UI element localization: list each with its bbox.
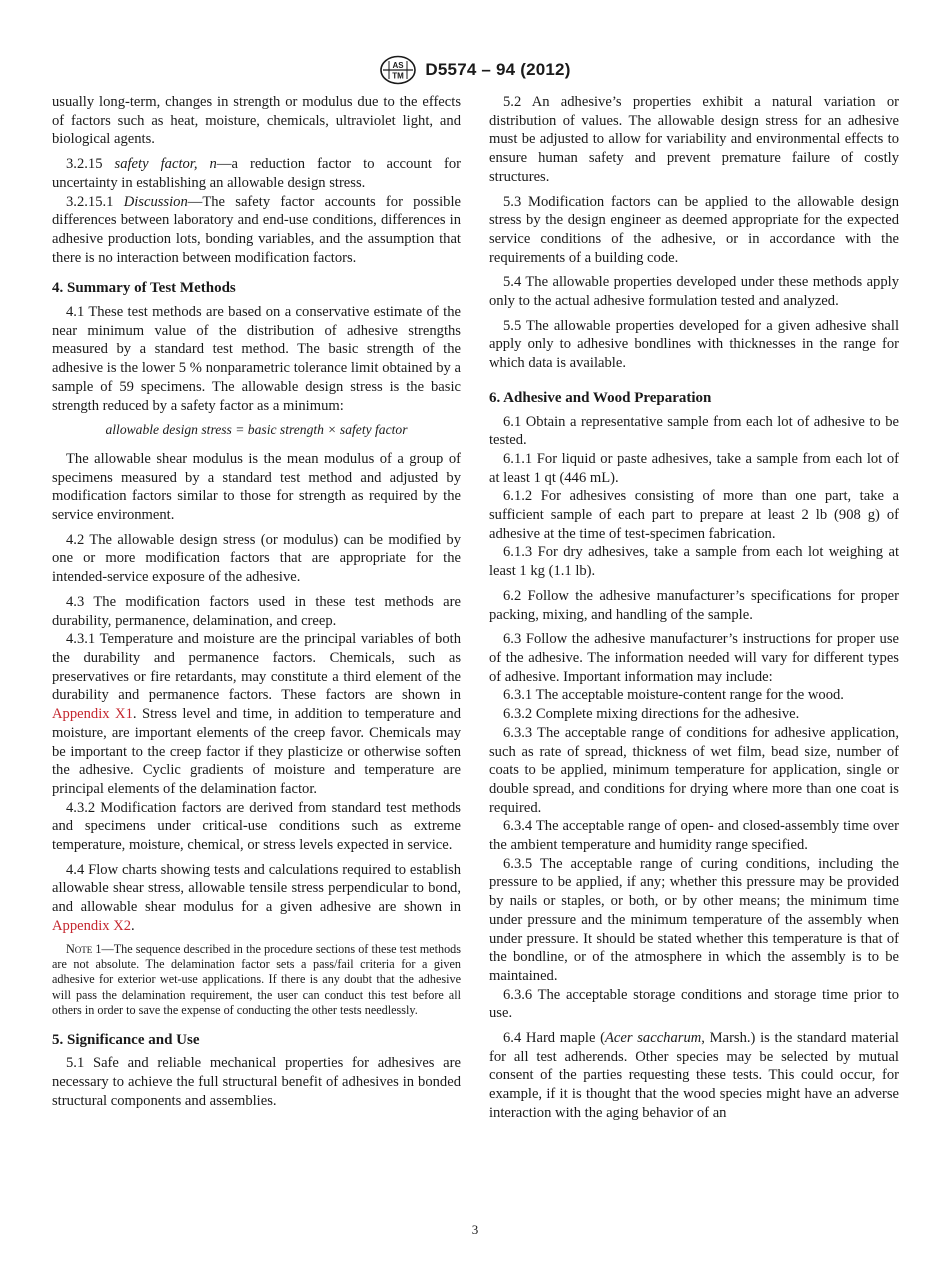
astm-logo-icon [379,55,417,85]
paragraph-text: . [131,917,135,934]
paragraph-3-2-15 [52,155,461,192]
note-text: —The sequence described in the procedure sections of these test methods are not absolute. The delamination factor sets a pass/fail criteria for a given adhesive for exterior wet-use applications. If there is any doubt that the adhesive will pass the delamination requirement, the user can conduct this test before all others in order to save the expense of conducting the other tests needlessly. [52,941,462,1018]
paragraph-6-3: 6.3 Follow the adhesive manufacturer’s instructions for proper use of the adhesive. The information needed will vary for different types of adhesive. Important information may include: [489,631,899,685]
design-stress-equation: allowable design stress = basic strength × safety factor [105,422,408,438]
paragraph-6-1-2: 6.1.2 For adhesives consisting of more than one part, take a sufficient sample of each part to prepare at least 2 lb (908 g) of adhesive at the time of test-specimen fabrication. [489,488,899,542]
paragraph-text: , Marsh.) is the standard material for all test adherends. Other species may be selected by mutual consent of the parties requesting these tests. This could occur, for example, if it is thought that the wood species might have an adverse interaction with the aging behavior of an [489,1030,899,1121]
paragraph-number: 3.2.15 [66,156,103,173]
paragraph-4-3-1 [52,630,461,798]
defined-term: safety factor, n [114,156,217,173]
discussion-label: Discussion [123,193,188,210]
paragraph-4-3-2: 4.3.2 Modification factors are derived from standard test methods and specimens under critical-use conditions such as extreme temperature, moisture, chemical, or stress levels expected in service. [52,799,461,854]
note-1 [52,942,461,1019]
paragraph-6-3-1: 6.3.1 The acceptable moisture-content range for the wood. [503,687,844,704]
appendix-x2-link[interactable]: Appendix X2 [52,917,132,934]
page-header [0,54,950,86]
paragraph-4-3: 4.3 The modification factors used in these test methods are durability, permanence, delamination, and creep. [52,593,461,629]
paragraph-6-1: 6.1 Obtain a representative sample from each lot of adhesive to be tested. [489,413,899,449]
svg-text:AS: AS [392,61,404,70]
left-column [52,93,461,1116]
paragraph-6-3-5: 6.3.5 The acceptable range of curing conditions, including the pressure to be applied, if any; whether this pressure may be provided by nails or staples, or both, or by other means; the minimum time under pressure and the minimum temperature of the assembly when under pressure. It should be stated whether this temperature is that of the bondline, or of the atmosphere in which the assembly is to be maintained. [489,855,899,984]
paragraph-5-1: 5.1 Safe and reliable mechanical properties for adhesives are necessary to achieve the full structural benefit of adhesives in bonded structural components and assemblies. [52,1055,461,1109]
paragraph-3-2-15-1 [52,193,461,268]
discussion-text: —The safety factor accounts for possible differences between laboratory and end-use conditions, differences in adhesive production lots, bonding variables, and the assumption that there is no interaction between modification factors. [52,193,461,266]
paragraph-6-3-4: 6.3.4 The acceptable range of open- and closed-assembly time over the ambient temperature and humidity range specified. [489,818,899,854]
paragraph-text: 6.4 Hard maple ( [503,1030,605,1047]
paragraph-5-4: 5.4 The allowable properties developed under these methods apply only to the actual adhesive formulation tested and analyzed. [489,274,899,310]
paragraph-3-2-14-continued: usually long-term, changes in strength or modulus due to the effects of factors such as heat, moisture, chemicals, ultraviolet light, and biological agents. [52,94,461,148]
document-designation: D5574 – 94 (2012) [425,60,571,79]
species-name: Acer saccharum [605,1030,702,1047]
paragraph-6-2: 6.2 Follow the adhesive manufacturer’s specifications for proper packing, mixing, and handling of the sample. [489,587,899,623]
paragraph-5-5: 5.5 The allowable properties developed for a given adhesive shall apply only to adhesive bondlines with thicknesses in the range for which data is available. [489,317,899,372]
paragraph-6-3-2: 6.3.2 Complete mixing directions for the adhesive. [503,706,800,723]
paragraph-4-1-shear-modulus: The allowable shear modulus is the mean modulus of a group of specimens measured by a standard test method and adjusted by modification factors similar to those for strength as required by the service environment. [52,450,461,524]
note-label: Note 1 [66,941,102,956]
paragraph-text: 4.3.1 Temperature and moisture are the principal variables of both the durability and permanence factors. Chemicals, such as preservatives or fire retardants, may constitute a third element of the durability and permanence factors. These factors are shown in [52,631,461,704]
paragraph-5-2: 5.2 An adhesive’s properties exhibit a natural variation or distribution of values. The allowable design stress for an adhesive must be adjusted to allow for variability and environmental effects to ensure human safety and prevent premature failure of costly structures. [489,94,899,185]
definition-text: —a reduction factor to account for uncertainty in establishing an allowable design stress. [52,156,461,191]
paragraph-text: 4.4 Flow charts showing tests and calculations required to establish allowable shear stress, allowable tensile stress perpendicular to bond, and allowable shear modulus for a given adhesive are shown in [52,861,461,916]
page-number: 3 [471,1222,479,1237]
paragraph-6-1-1: 6.1.1 For liquid or paste adhesives, take a sample from each lot of at least 1 qt (446 mL). [489,450,899,486]
paragraph-4-1: 4.1 These test methods are based on a conservative estimate of the near minimum value of the distribution of adhesive strengths measured by a standard test method. The basic strength of the adhesive is the lower 5 % nonparametric tolerance limit obtained by a sample of 59 specimens. The allowable design stress is the basic strength reduced by a safety factor as a minimum: [52,304,461,414]
paragraph-5-3: 5.3 Modification factors can be applied to the allowable design stress by the design engineer as deemed appropriate for the expected service conditions of the adhesive, or in accordance with the requirements of a building code. [489,193,899,266]
section-4-heading: 4. Summary of Test Methods [52,280,236,297]
paragraph-text: . Stress level and time, in addition to temperature and moisture, are important elements of the creep favor. Chemicals may be important to the creep factor if they plasticize or otherwise soften the adhesive. Cyclic gradients of moisture and temperature are principal elements of the delamination factor. [52,706,461,797]
right-column [489,93,899,1129]
svg-text:TM: TM [392,71,405,81]
paragraph-number: 3.2.15.1 [66,193,114,210]
paragraph-6-3-6: 6.3.6 The acceptable storage conditions and storage time prior to use. [489,986,899,1022]
paragraph-6-4 [489,1029,899,1123]
paragraph-4-4 [52,861,461,936]
paragraph-4-2: 4.2 The allowable design stress (or modulus) can be modified by one or more modification factors that are appropriate for the intended-service exposure of the adhesive. [52,531,461,586]
paragraph-6-1-3: 6.1.3 For dry adhesives, take a sample from each lot weighing at least 1 kg (1.1 lb). [489,544,899,580]
section-5-heading: 5. Significance and Use [52,1031,200,1048]
paragraph-6-3-3: 6.3.3 The acceptable range of conditions for adhesive application, such as rate of spread, thickness of wet film, bead size, number of coats to be applied, minimum temperature for application, single or double spread, and conditions for drying where more than one coat is required. [489,724,899,816]
section-6-heading: 6. Adhesive and Wood Preparation [489,389,712,406]
appendix-x1-link[interactable]: Appendix X1 [52,706,133,723]
